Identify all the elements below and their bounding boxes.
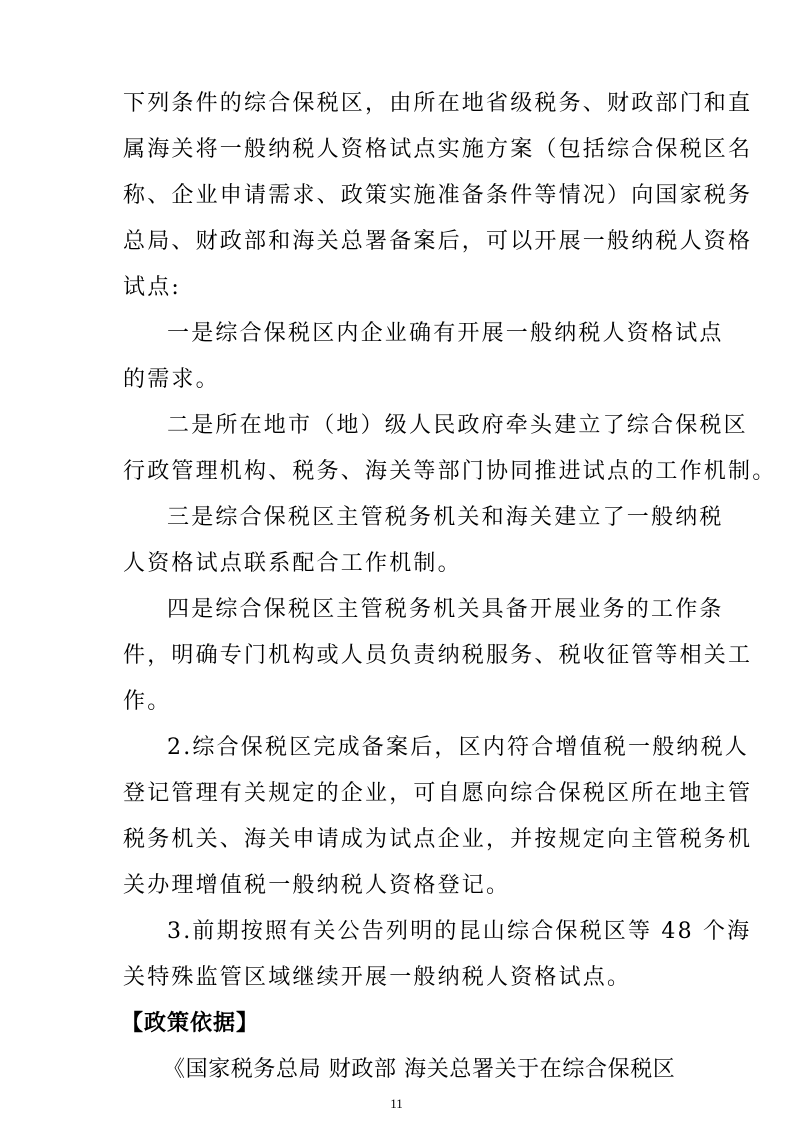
item-two-line: 关办理增值税一般纳税人资格登记。 xyxy=(123,873,511,898)
body-line: 属海关将一般纳税人资格试点实施方案（包括综合保税区名 xyxy=(123,137,753,162)
item-three-line: 关特殊监管区域继续开展一般纳税人资格试点。 xyxy=(123,965,632,990)
condition-four-line: 四是综合保税区主管税务机关具备开展业务的工作条 xyxy=(167,597,724,622)
item-two-line: 登记管理有关规定的企业，可自愿向综合保税区所在地主管 xyxy=(123,781,753,806)
page-number: 11 xyxy=(390,1096,403,1111)
item-three-line: 3.前期按照有关公告列明的昆山综合保税区等 48 个海 xyxy=(167,919,752,944)
condition-four-line: 作。 xyxy=(123,689,172,714)
condition-two-line: 行政管理机构、税务、海关等部门协同推进试点的工作机制。 xyxy=(123,459,777,484)
body-line: 称、企业申请需求、政策实施准备条件等情况）向国家税务 xyxy=(123,183,753,208)
condition-two-line: 二是所在地市（地）级人民政府牵头建立了综合保税区 xyxy=(167,413,748,438)
body-line: 试点: xyxy=(123,275,182,300)
policy-basis-heading: 【政策依据】 xyxy=(121,1011,260,1036)
condition-four-line: 件，明确专门机构或人员负责纳税服务、税收征管等相关工 xyxy=(123,643,753,668)
condition-three-line: 人资格试点联系配合工作机制。 xyxy=(123,551,462,576)
condition-three-line: 三是综合保税区主管税务机关和海关建立了一般纳税 xyxy=(167,505,724,530)
item-two-line: 税务机关、海关申请成为试点企业，并按规定向主管税务机 xyxy=(123,827,753,852)
body-line: 总局、财政部和海关总署备案后，可以开展一般纳税人资格 xyxy=(123,229,753,254)
item-two-line: 2.综合保税区完成备案后，区内符合增值税一般纳税人 xyxy=(167,735,749,760)
body-line: 下列条件的综合保税区，由所在地省级税务、财政部门和直 xyxy=(123,91,753,116)
condition-one-line: 的需求。 xyxy=(123,367,220,392)
condition-one-line: 一是综合保税区内企业确有开展一般纳税人资格试点 xyxy=(167,321,724,346)
policy-reference-line: 《国家税务总局 财政部 海关总署关于在综合保税区 xyxy=(163,1057,676,1082)
